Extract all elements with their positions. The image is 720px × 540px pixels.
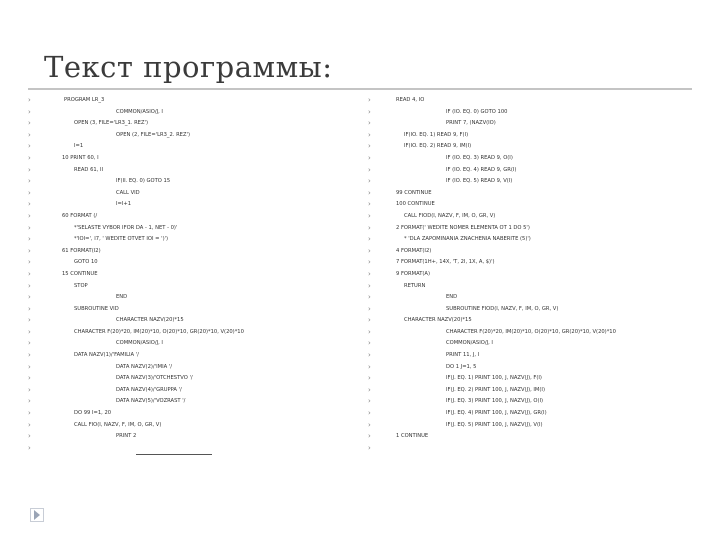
code-text: 15 CONTINUE [62, 270, 98, 277]
code-line [28, 304, 368, 316]
code-line [28, 420, 368, 432]
code-line [368, 327, 708, 339]
code-line [368, 95, 708, 107]
code-text: IF (IO. EQ. 3) READ 9, O(I) [446, 154, 513, 161]
bullet-icon: › [28, 107, 31, 116]
code-text: PRINT 7, (NAZV(IO) [446, 120, 496, 127]
code-line [368, 315, 708, 327]
bullet-icon: › [28, 385, 31, 394]
code-text: END [116, 294, 128, 301]
code-line [368, 443, 708, 455]
code-text: 100 CONTINUE [396, 201, 435, 208]
code-text: *'SELASTE VYBOR IFOR DA - 1, NET - 0)' [74, 224, 178, 231]
code-line [368, 373, 708, 385]
bullet-icon: › [28, 119, 31, 128]
code-text: *'IOI=', I7, ' WEDITE OTVET IOI = ')') [74, 236, 169, 243]
code-line [28, 408, 368, 420]
code-text: 4 FORMAT(I2) [396, 247, 432, 254]
code-line [28, 176, 368, 188]
code-text: I=1 [74, 143, 84, 150]
code-text: IF(J. EQ. 2) PRINT 100, J, NAZV(J), IM(I) [446, 386, 545, 393]
code-text: IF(IO. EQ. 2) READ 9, IM(I) [404, 143, 472, 150]
code-line [28, 141, 368, 153]
code-text: 10 PRINT 60, I [62, 154, 99, 161]
code-line [368, 211, 708, 223]
code-text: PRINT 11, J, I [446, 352, 480, 359]
code-text: OPEN (2, FILE='LR3_2. REZ') [116, 131, 190, 138]
bullet-icon: › [368, 397, 371, 406]
code-column-right [368, 95, 708, 454]
code-text: PRINT 2 [116, 433, 137, 440]
code-text: CALL VID [116, 189, 140, 196]
bullet-icon: › [28, 327, 31, 336]
bullet-icon: › [28, 293, 31, 302]
code-text: CHARACTER NAZV(20)*15 [116, 317, 184, 324]
bullet-icon: › [28, 96, 31, 104]
code-line [368, 338, 708, 350]
bullet-icon: › [368, 362, 371, 371]
code-line [368, 385, 708, 397]
code-line [368, 153, 708, 165]
code-text: IF(J. EQ. 3) PRINT 100, J, NAZV(J), O(I) [446, 398, 544, 405]
bullet-icon: › [368, 258, 371, 267]
title-divider [28, 88, 692, 90]
code-line [368, 176, 708, 188]
bullet-icon: › [28, 304, 31, 313]
underline-mark [136, 454, 212, 455]
bullet-icon: › [368, 351, 371, 360]
bullet-icon: › [28, 235, 31, 244]
code-text: RETURN [404, 282, 426, 289]
bullet-icon: › [368, 188, 371, 197]
code-text: COMMON/ASIO/J, I [446, 340, 493, 347]
code-line [28, 327, 368, 339]
code-text: * 'DLA ZAPOMINANIA ZNACHENIA NABERITE (5)') [404, 236, 531, 243]
code-line [28, 188, 368, 200]
code-line [368, 362, 708, 374]
code-line [28, 118, 368, 130]
code-line [28, 223, 368, 235]
bullet-icon: › [28, 281, 31, 290]
code-line [368, 118, 708, 130]
code-column-left [28, 95, 368, 454]
code-text: DATA NAZV(4)/'GRUPPA '/ [116, 386, 182, 393]
code-line [28, 246, 368, 258]
code-line [368, 234, 708, 246]
code-text: DATA NAZV(3)/'OTCHESTVO '/ [116, 375, 193, 382]
bullet-icon: › [28, 432, 31, 441]
code-text: OPEN (3, FILE='LR3_1. REZ') [74, 120, 148, 127]
code-line [28, 281, 368, 293]
code-text: 60 FORMAT (/ [62, 212, 98, 219]
slide-nav-icon[interactable] [30, 508, 44, 522]
bullet-icon: › [28, 177, 31, 186]
bullet-icon: › [368, 153, 371, 162]
code-line [28, 292, 368, 304]
code-text: SUBROUTINE FIOD(I, NAZV, F, IM, O, GR, V) [446, 305, 559, 312]
code-line [28, 350, 368, 362]
bullet-icon: › [368, 339, 371, 348]
bullet-icon: › [28, 211, 31, 220]
code-line [368, 350, 708, 362]
bullet-icon: › [28, 362, 31, 371]
code-text: 1 CONTINUE [396, 433, 429, 440]
code-text: I=I+1 [116, 201, 132, 208]
code-text: IF(J. EQ. 4) PRINT 100, J, NAZV(J), GR(I) [446, 410, 547, 417]
bullet-icon: › [368, 177, 371, 186]
code-text: IF (IO. EQ. 4) READ 9, GR(I) [446, 166, 517, 173]
code-text: IF(J. EQ. 5) PRINT 100, J, NAZV(J), V(I) [446, 421, 543, 428]
bullet-icon: › [368, 443, 371, 452]
code-text: READ 61, II [74, 166, 104, 173]
bullet-icon: › [368, 142, 371, 151]
code-line [368, 130, 708, 142]
code-text: DATA NAZV(5)/'VOZRAST '/ [116, 398, 186, 405]
bullet-icon: › [368, 374, 371, 383]
code-text: 9 FORMAT(A) [396, 270, 431, 277]
code-line [28, 211, 368, 223]
bullet-icon: › [28, 153, 31, 162]
bullet-icon: › [368, 409, 371, 418]
bullet-icon: › [28, 397, 31, 406]
code-text: SUBROUTINE VID [74, 305, 119, 312]
bullet-icon: › [368, 200, 371, 209]
code-text: CHARACTER NAZV(20)*15 [404, 317, 472, 324]
bullet-icon: › [368, 165, 371, 174]
code-line [368, 199, 708, 211]
code-line [368, 165, 708, 177]
code-line [28, 130, 368, 142]
code-line [368, 408, 708, 420]
bullet-icon: › [368, 304, 371, 313]
bullet-icon: › [28, 130, 31, 139]
bullet-icon: › [368, 246, 371, 255]
code-text: 2 FORMAT(' WEDITE NOMER ELEMENTA OT 1 DO 5') [396, 224, 530, 231]
code-line [368, 269, 708, 281]
bullet-icon: › [28, 420, 31, 429]
bullet-icon: › [368, 293, 371, 302]
code-line [28, 396, 368, 408]
code-text: 7 FORMAT(1H+, 14X, 'T, 2I, 1X, A, $)') [396, 259, 495, 266]
code-text: DATA NAZV(2)/'IMIA '/ [116, 363, 172, 370]
code-line [368, 188, 708, 200]
code-text: IF(IO. EQ. 1) READ 9, F(I) [404, 131, 469, 138]
code-text: IF (IO. EQ. 0) GOTO 100 [446, 108, 508, 115]
bullet-icon: › [368, 107, 371, 116]
bullet-icon: › [368, 420, 371, 429]
slide-title: Текст программы: [44, 50, 333, 84]
code-text: IF(II. EQ. 0) GOTO 15 [116, 178, 171, 185]
code-line [28, 315, 368, 327]
bullet-icon: › [368, 130, 371, 139]
code-line [368, 223, 708, 235]
code-line [368, 420, 708, 432]
bullet-icon: › [368, 269, 371, 278]
bullet-icon: › [368, 316, 371, 325]
code-line [368, 107, 708, 119]
code-line [368, 431, 708, 443]
bullet-icon: › [28, 316, 31, 325]
code-line [28, 373, 368, 385]
code-text: IF(J. EQ. 1) PRINT 100, J, NAZV(J), F(I) [446, 375, 542, 382]
code-line [28, 431, 368, 443]
code-line [368, 257, 708, 269]
code-line [368, 292, 708, 304]
bullet-icon: › [28, 142, 31, 151]
code-text: CALL FIOD(I, NAZV, F, IM, O, GR, V) [404, 212, 496, 219]
bullet-icon: › [28, 258, 31, 267]
code-text: COMMON/ASIO/J, I [116, 108, 163, 115]
code-line [28, 95, 368, 107]
bullet-icon: › [368, 96, 371, 104]
code-line [368, 304, 708, 316]
bullet-icon: › [28, 351, 31, 360]
bullet-icon: › [28, 200, 31, 209]
bullet-icon: › [28, 223, 31, 232]
code-line [28, 153, 368, 165]
code-text: CALL FIO(I, NAZV, F, IM, O, GR, V) [74, 421, 162, 428]
code-line [368, 396, 708, 408]
code-text: STOP [74, 282, 88, 289]
bullet-icon: › [368, 223, 371, 232]
code-text: CHARACTER F(20)*20, IM(20)*10, O(20)*10, GR(20)*10, V(20)*10 [446, 328, 616, 335]
code-line [28, 165, 368, 177]
code-text: CHARACTER F(20)*20, IM(20)*10, O(20)*10, GR(20)*10, V(20)*10 [74, 328, 244, 335]
code-text: GOTO 10 [74, 259, 98, 266]
code-text: END [446, 294, 458, 301]
bullet-icon: › [28, 246, 31, 255]
code-line [28, 362, 368, 374]
code-line [28, 234, 368, 246]
code-line [28, 107, 368, 119]
code-text: DATA NAZV(1)/'FAMILIA '/ [74, 352, 139, 359]
bullet-icon: › [368, 211, 371, 220]
code-line [28, 269, 368, 281]
bullet-icon: › [28, 374, 31, 383]
code-line [28, 443, 368, 455]
bullet-icon: › [368, 432, 371, 441]
code-text: READ 4, IO [396, 97, 425, 103]
bullet-icon: › [28, 409, 31, 418]
code-line [368, 141, 708, 153]
bullet-icon: › [28, 165, 31, 174]
code-text: IF (IO. EQ. 5) READ 9, V(I) [446, 178, 513, 185]
code-line [28, 257, 368, 269]
bullet-icon: › [28, 339, 31, 348]
bullet-icon: › [368, 327, 371, 336]
bullet-icon: › [368, 235, 371, 244]
code-text: COMMON/ASIO/J, I [116, 340, 163, 347]
bullet-icon: › [28, 443, 31, 452]
code-line [368, 281, 708, 293]
code-text: DO 1 J=1, 5 [446, 363, 477, 370]
code-text: DO 99 I=1, 20 [74, 410, 112, 417]
bullet-icon: › [368, 385, 371, 394]
bullet-icon: › [28, 269, 31, 278]
code-text: 61 FORMAT(I2) [62, 247, 101, 254]
code-line [368, 246, 708, 258]
code-text: PROGRAM LR_3 [64, 97, 105, 103]
bullet-icon: › [368, 281, 371, 290]
code-text: 99 CONTINUE [396, 189, 432, 196]
code-line [28, 338, 368, 350]
code-line [28, 385, 368, 397]
bullet-icon: › [368, 119, 371, 128]
code-line [28, 199, 368, 211]
bullet-icon: › [28, 188, 31, 197]
